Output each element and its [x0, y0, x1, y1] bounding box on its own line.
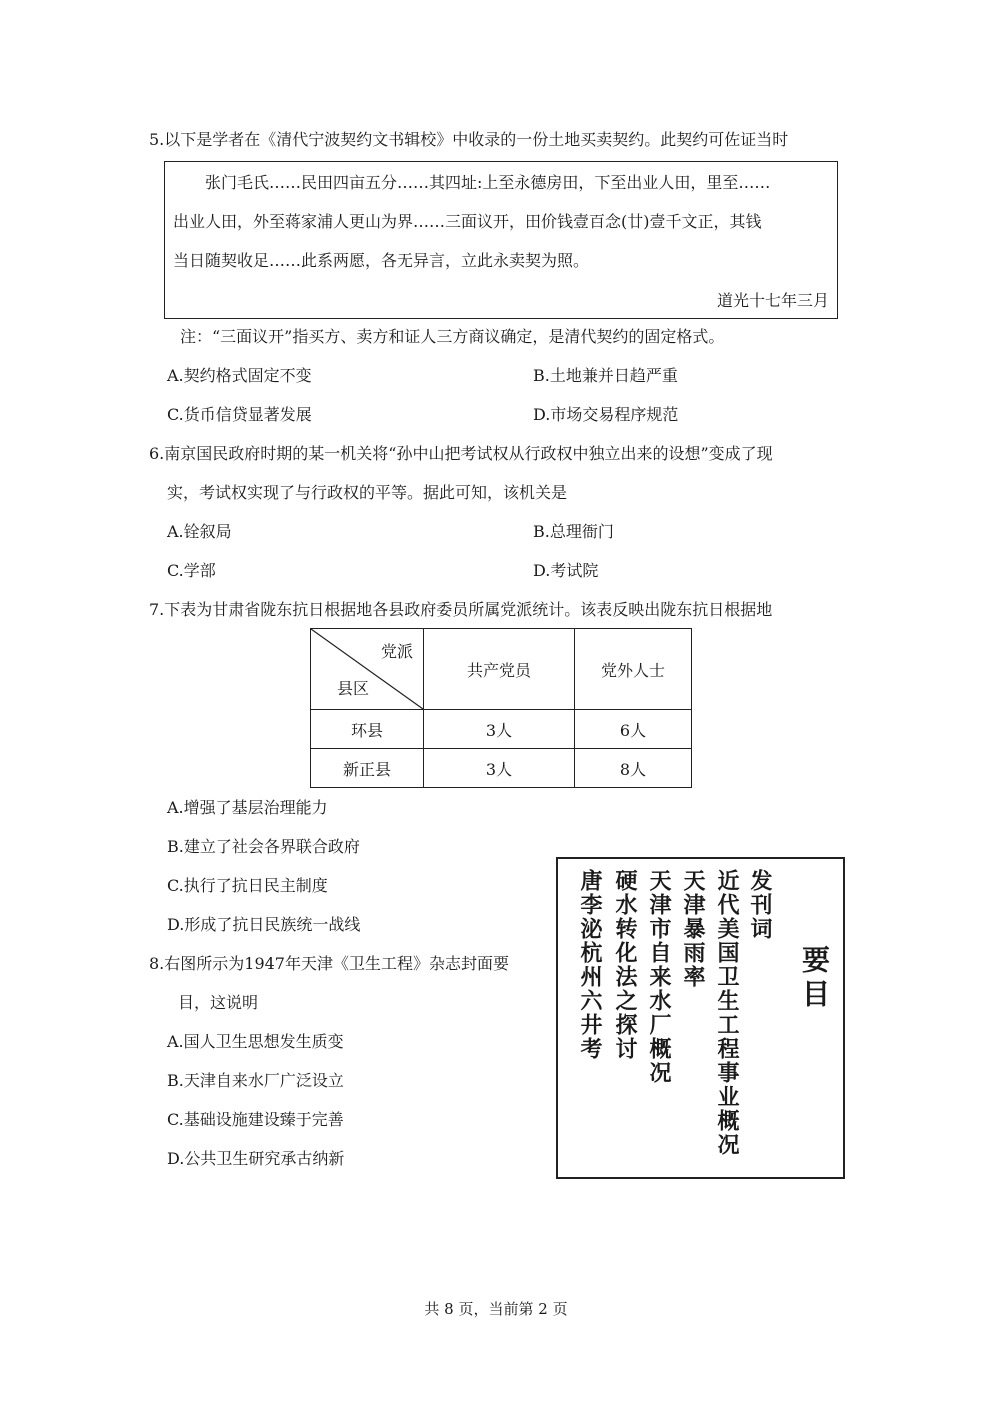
- cover-column: 唐李泌杭州六井考: [577, 869, 603, 1061]
- row-cell: 3人: [424, 710, 575, 749]
- cover-column: 发刊词: [747, 869, 773, 941]
- q7-stem: 7.下表为甘肃省陇东抗日根据地各县政府委员所属党派统计。该表反映出陇东抗日根据地: [149, 600, 773, 619]
- row-cell: 8人: [575, 749, 692, 788]
- q7-option-a: A.增强了基层治理能力: [167, 798, 328, 817]
- q7-option-d: D.形成了抗日民族统一战线: [167, 915, 361, 934]
- q6-option-d: D.考试院: [533, 561, 599, 580]
- row-county: 环县: [311, 710, 424, 749]
- q5-option-a: A.契约格式固定不变: [167, 366, 312, 385]
- corner-bottom-label: 县区: [337, 679, 370, 698]
- row-cell: 6人: [575, 710, 692, 749]
- cover-column: 近代美国卫生工程事业概况: [714, 869, 740, 1157]
- contract-date: 道光十七年三月: [716, 291, 829, 310]
- q6-option-a: A.铨叙局: [167, 522, 232, 541]
- corner-top-label: 党派: [380, 642, 413, 661]
- q5-note: 注：“三面议开”指买方、卖方和证人三方商议确定，是清代契约的固定格式。: [180, 327, 725, 346]
- cover-column: 硬水转化法之探讨: [612, 869, 638, 1061]
- header-non-party: 党外人士: [575, 629, 692, 710]
- q5-stem: 5.以下是学者在《清代宁波契约文书辑校》中收录的一份土地买卖契约。此契约可佐证当时: [149, 130, 789, 149]
- q8-option-b: B.天津自来水厂广泛设立: [167, 1071, 344, 1090]
- row-county: 新正县: [311, 749, 424, 788]
- contract-box: [164, 161, 838, 319]
- q6-option-b: B.总理衙门: [533, 522, 614, 541]
- table-row: [311, 710, 692, 749]
- q6-stem-line1: 6.南京国民政府时期的某一机关将“孙中山把考试权从行政权中独立出来的设想”变成了现: [149, 444, 773, 463]
- cover-title: 要目: [798, 945, 831, 1013]
- q6-option-c: C.学部: [167, 561, 216, 580]
- table-corner-cell: [311, 629, 424, 710]
- q8-option-d: D.公共卫生研究承古纳新: [167, 1149, 345, 1168]
- q7-option-b: B.建立了社会各界联合政府: [167, 837, 360, 856]
- header-communist: 共产党员: [424, 629, 575, 710]
- contract-line-3: 当日随契收足……此系两愿，各无异言，立此永卖契为照。: [173, 251, 590, 270]
- contract-line-1: 张门毛氏……民田四亩五分……其四址:上至永德房田，下至出业人田，里至……: [205, 173, 771, 192]
- q8-stem-line1: 8.右图所示为1947年天津《卫生工程》杂志封面要: [149, 954, 509, 973]
- q8-stem-line2: 目，这说明: [178, 993, 259, 1012]
- q6-stem-line2: 实，考试权实现了与行政权的平等。据此可知，该机关是: [167, 483, 568, 502]
- q8-option-c: C.基础设施建设臻于完善: [167, 1110, 344, 1129]
- magazine-cover: [556, 857, 845, 1179]
- q8-option-a: A.国人卫生思想发生质变: [167, 1032, 344, 1051]
- page-footer: 共 8 页，当前第 2 页: [424, 1300, 568, 1318]
- q5-option-b: B.土地兼并日趋严重: [533, 366, 678, 385]
- row-cell: 3人: [424, 749, 575, 788]
- q7-option-c: C.执行了抗日民主制度: [167, 876, 328, 895]
- cover-column: 天津暴雨率: [680, 869, 706, 989]
- contract-line-2: 出业人田，外至蒋家浦人更山为界……三面议开，田价钱壹百念(廿)壹千文正，其钱: [173, 212, 762, 231]
- cover-column: 天津市自来水厂概况: [646, 869, 672, 1085]
- party-table: [310, 628, 692, 788]
- q5-option-c: C.货币信贷显著发展: [167, 405, 312, 424]
- table-row: [311, 749, 692, 788]
- q5-option-d: D.市场交易程序规范: [533, 405, 679, 424]
